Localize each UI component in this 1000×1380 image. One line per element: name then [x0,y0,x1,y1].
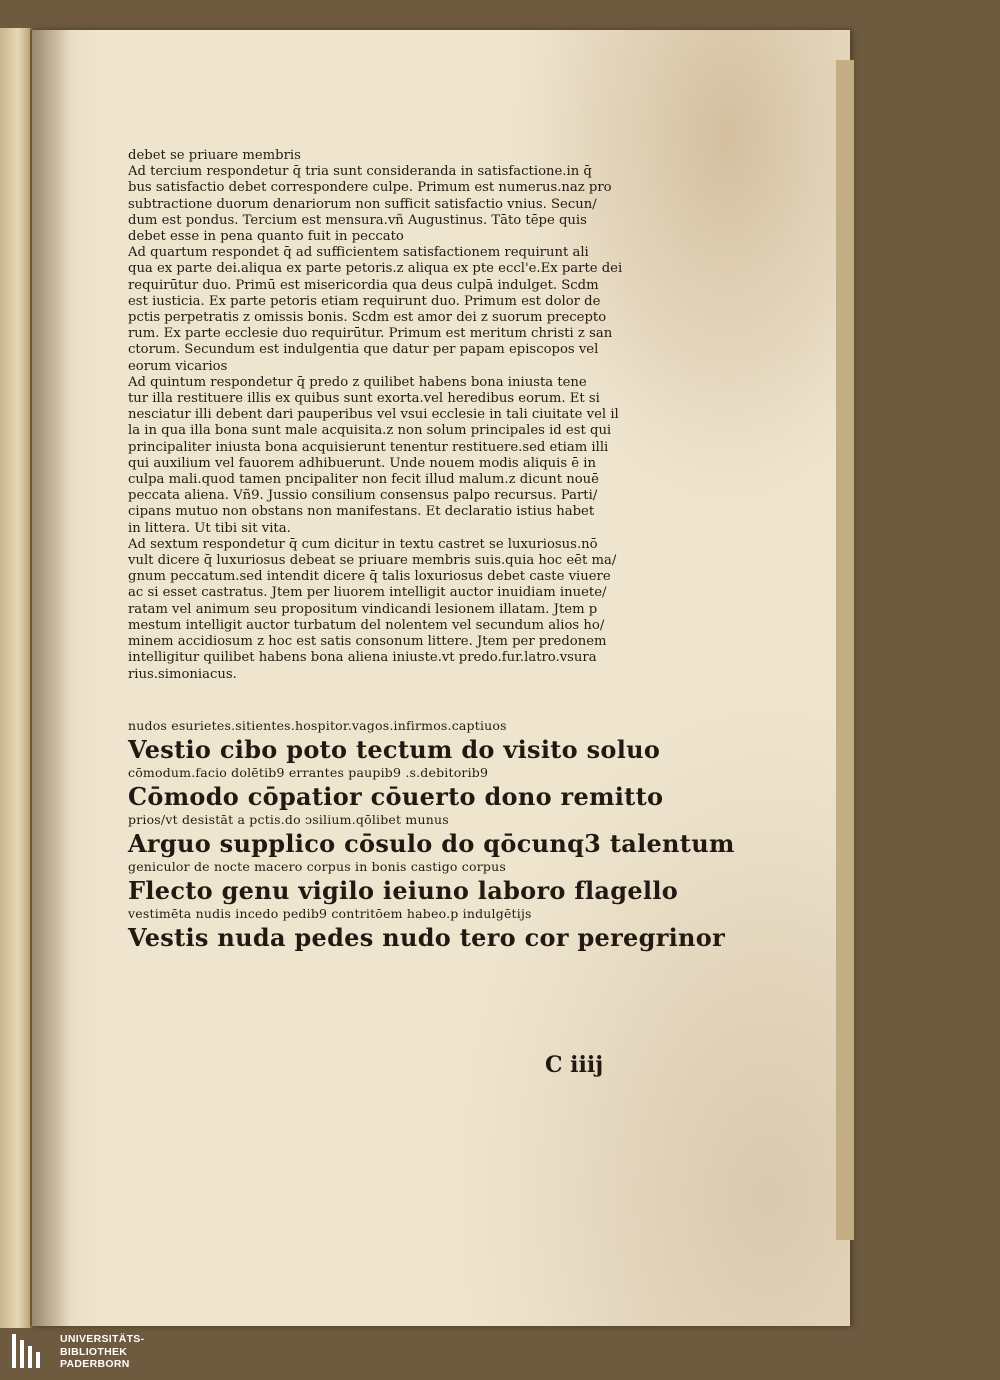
verse-gloss: prios/vt desistāt a pctis.do ↄsilium.qōlibet munus [128,811,449,827]
text-line: Ad quintum respondetur q̄ predo z quilibet habens bona iniusta tene [128,374,587,390]
library-logo [10,1332,210,1376]
text-line: debet se priuare membris [128,148,301,163]
text-line: culpa mali.quod tamen pncipaliter non fecit illud malum.z dicunt nouē [128,472,599,488]
text-line: requirūtur duo. Primū est misericordia qua deus culpā indulget. Scdm [128,277,599,293]
text-line: gnum peccatum.sed intendit dicere q̄ talis loxuriosus debet caste viuere [128,569,611,585]
text-line: pctis perpetratis z omissis bonis. Scdm est amor dei z suorum precepto [128,310,607,326]
text-line: rius.simoniacus. [128,666,237,682]
verse-line: Cōmodo cōpatior cōuerto dono remitto [128,781,664,811]
text-line: principaliter iniusta bona acquisierunt tenentur restituere.sed etiam illi [128,439,609,455]
logo-line-1: UNIVERSITÄTS- [60,1333,145,1345]
logo-line-2: BIBLIOTHEK [60,1345,128,1358]
facing-page-edge [0,28,32,1328]
text-line: dum est pondus. Tercium est mensura.vñ Augustinus. Tāto tēpe quis [128,212,587,228]
text-line: rum. Ex parte ecclesie duo requirūtur. Primum est meritum christi z san [128,326,613,342]
paragraph [128,375,668,537]
text-line: eorum vicarios [128,358,228,374]
gutter-shadow [30,30,70,1326]
verse-block [128,717,735,952]
library-logo-icon [10,1332,46,1372]
verse-gloss: cōmodum.facio dolētib9 errantes paupib9 .s.debitorib9 [128,764,489,780]
paragraph [128,537,668,683]
text-line: est iusticia. Ex parte petoris etiam requirunt duo. Primum est dolor de [128,293,601,309]
verse-line: Arguo supplico cōsulo do qōcunq3 talentum [128,828,735,858]
text-line: ctorum. Secundum est indulgentia que datur per papam episcopos vel [128,342,599,358]
text-line: tur illa restituere illis ex quibus sunt exorta.vel heredibus eorum. Et si [128,391,600,407]
text-line: Ad tercium respondetur q̄ tria sunt consideranda in satisfactione.in q̄ [128,164,592,180]
verse-line: Flecto genu vigilo ieiuno laboro flagello [128,875,679,905]
library-logo-text [60,1333,144,1371]
text-line: nesciatur illi debent dari pauperibus vel vsui ecclesie in tali ciuitate vel il [128,407,619,423]
text-line: la in qua illa bona sunt male acquisita.z non solum principales id est qui [128,423,612,439]
commentary-prose [128,148,668,683]
text-line: cipans mutuo non obstans non manifestans. Et declaratio istius habet [128,504,595,520]
text-line: in littera. Ut tibi sit vita. [128,520,291,536]
text-line: peccata aliena. Vñ9. Jussio consilium consensus palpo recursus. Parti/ [128,488,598,504]
text-line: mestum intelligit auctor turbatum del nolentem vel secundum alios ho/ [128,617,605,633]
text-line: Ad quartum respondet q̄ ad sufficientem satisfactionem requirunt ali [128,245,589,261]
text-line: qua ex parte dei.aliqua ex parte petoris.z aliqua ex pte eccl'e.Ex parte dei [128,261,623,277]
text-line: intelligitur quilibet habens bona aliena iniuste.vt predo.fur.latro.vsura [128,650,597,666]
verse-gloss: vestimēta nudis incedo pedib9 contritōem habeo.p indulgētijs [128,905,532,921]
page-fore-edge [836,60,854,1240]
paragraph [128,245,668,375]
signature-mark: C iiij [545,1052,604,1078]
verse-gloss: geniculor de nocte macero corpus in bonis castigo corpus [128,858,506,874]
text-line: vult dicere q̄ luxuriosus debeat se priuare membris suis.quia hoc eēt ma/ [128,553,617,569]
text-line: ratam vel animum seu propositum vindicandi lesionem illatam. Jtem p [128,601,598,617]
verse-line: Vestio cibo poto tectum do visito soluo [128,734,661,764]
text-line: debet esse in pena quanto fuit in peccato [128,229,404,245]
text-line: minem accidiosum z hoc est satis consonum littere. Jtem per predonem [128,634,607,650]
logo-line-3: PADERBORN [60,1358,130,1370]
text-line: ac si esset castratus. Jtem per liuorem intelligit auctor inuidiam inuete/ [128,585,607,601]
verse-line: Vestis nuda pedes nudo tero cor peregrinor [128,922,726,952]
verse-gloss: nudos esurietes.sitientes.hospitor.vagos.infirmos.captiuos [128,717,507,733]
paragraph [128,164,668,245]
text-line: Ad sextum respondetur q̄ cum dicitur in textu castret se luxuriosus.nō [128,536,598,552]
text-line: qui auxilium vel fauorem adhibuerunt. Unde nouem modis aliquis ē in [128,455,597,471]
text-line: bus satisfactio debet correspondere culpe. Primum est numerus.naz pro [128,180,612,196]
page-text-block [128,148,735,952]
paragraph [128,148,668,164]
text-line: subtractione duorum denariorum non sufficit satisfactio vnius. Secun/ [128,196,597,212]
